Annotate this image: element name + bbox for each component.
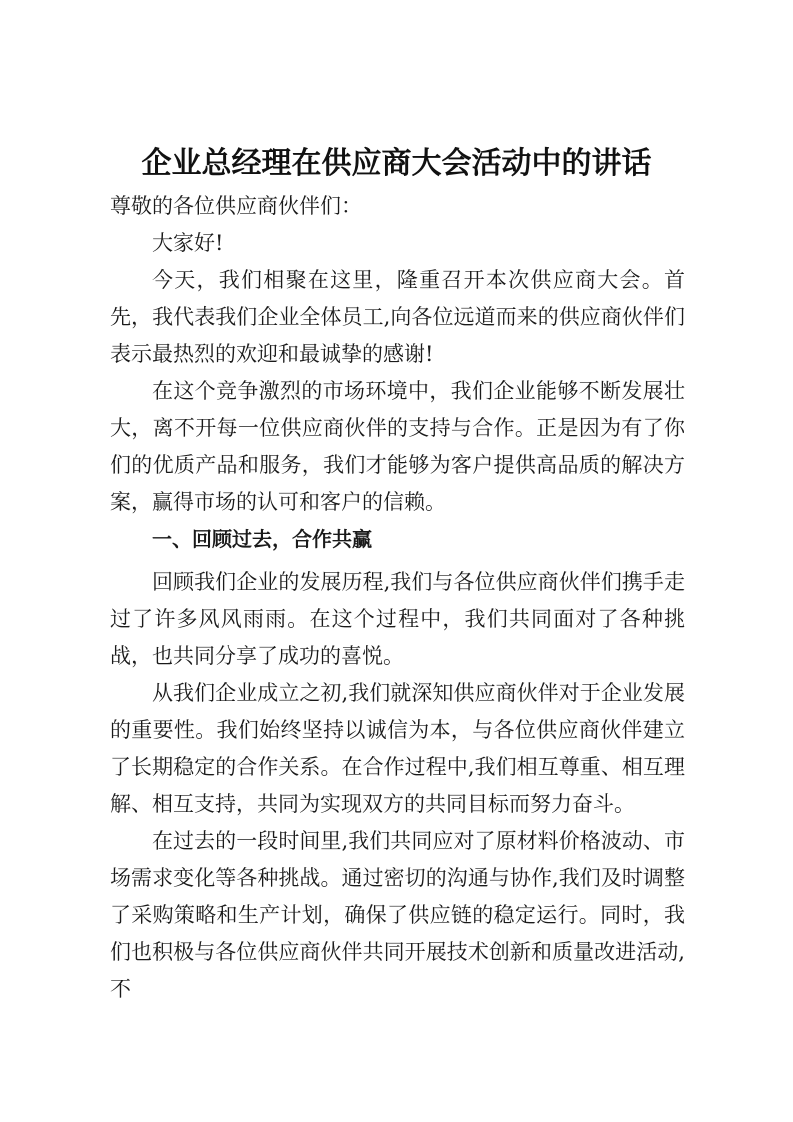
section-paragraph: 在过去的一段时间里,我们共同应对了原材料价格波动、市场需求变化等各种挑战。通过密切的沟通与协作,我们及时调整了采购策略和生产计划，确保了供应链的稳定运行。同时，我们也积极与各位供应商伙伴共同开展技术创新和质量改进活动,不 (110, 829, 685, 1001)
salutation: 尊敬的各位供应商伙伴们： (110, 194, 362, 218)
paragraph-opening: 今天，我们相聚在这里，隆重召开本次供应商大会。首先，我代表我们企业全体员工,向各位远道而来的供应商伙伴们表示最热烈的欢迎和最诚挚的感谢! (110, 268, 685, 366)
section-paragraph: 从我们企业成立之初,我们就深知供应商伙伴对于企业发展的重要性。我们始终坚持以诚信为本，与各位供应商伙伴建立了长期稳定的合作关系。在合作过程中,我们相互尊重、相互理解、相互支持，共同为实现双方的共同目标而努力奋斗。 (110, 681, 685, 816)
section-heading: 一、回顾过去，合作共赢 (152, 527, 372, 551)
greeting: 大家好! (152, 231, 224, 255)
paragraph-thanks: 在这个竞争激烈的市场环境中，我们企业能够不断发展壮大，离不开每一位供应商伙伴的支持与合作。正是因为有了你们的优质产品和服务，我们才能够为客户提供高品质的解决方案，赢得市场的认可和客户的信赖。 (110, 379, 685, 514)
section-paragraph: 回顾我们企业的发展历程,我们与各位供应商伙伴们携手走过了许多风风雨雨。在这个过程中，我们共同面对了各种挑战，也共同分享了成功的喜悦。 (110, 570, 685, 668)
document-body (110, 188, 685, 1008)
document-title: 企业总经理在供应商大会活动中的讲话 (141, 146, 652, 181)
